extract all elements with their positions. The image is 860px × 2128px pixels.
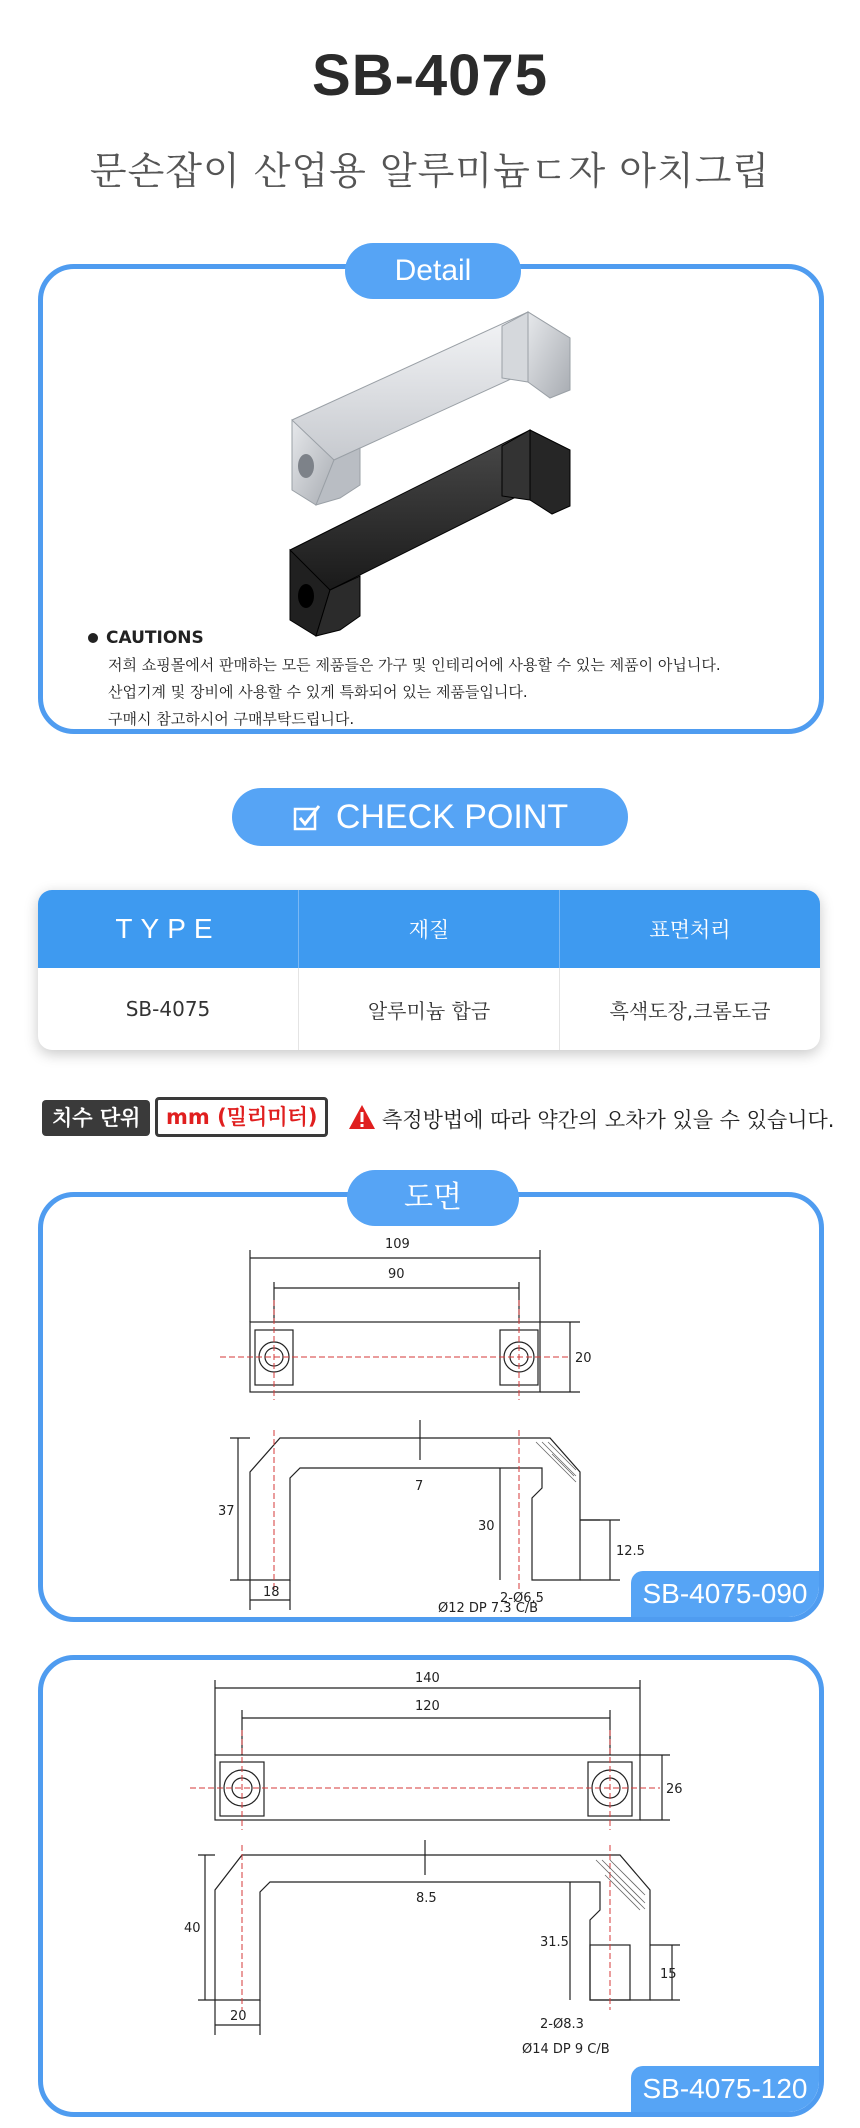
dim-leg: 18 (263, 1585, 280, 1600)
unit-note: 측정방법에 따라 약간의 오차가 있을 수 있습니다. (382, 1108, 835, 1132)
product-image (270, 300, 610, 640)
caution-line: 구매시 참고하시어 구매부탁드립니다. (108, 710, 355, 728)
dim-width: 26 (666, 1782, 683, 1797)
dim-inner: 8.5 (416, 1891, 437, 1906)
dim-boss: 15 (660, 1967, 677, 1982)
dim-overall: 109 (385, 1237, 410, 1252)
dim-depth: 30 (478, 1519, 495, 1534)
dim-hole: 2-Ø8.3 (540, 2017, 584, 2032)
product-model-title: SB-4075 (312, 43, 548, 108)
product-subtitle: 문손잡이 산업용 알루미늄ㄷ자 아치그립 (89, 149, 771, 193)
dim-leg: 20 (230, 2009, 247, 2024)
dim-pitch: 120 (415, 1699, 440, 1714)
table-cell-finish: 흑색도장,크롬도금 (609, 998, 771, 1023)
detail-label-pill (345, 243, 521, 299)
dim-overall: 140 (415, 1671, 440, 1686)
header-label: 표면처리 (649, 918, 731, 942)
cautions-title: CAUTIONS (106, 628, 204, 648)
checkbox-icon (292, 803, 322, 831)
warning-triangle-icon (348, 1104, 376, 1130)
unit-value: mm (밀리미터) (155, 1097, 328, 1137)
bullet-icon (88, 633, 98, 643)
dim-height: 40 (184, 1921, 201, 1936)
drawing-label: 도면 (404, 1181, 462, 1214)
dim-hole: 2-Ø6.5 (500, 1591, 544, 1606)
dim-boss: 12.5 (616, 1544, 645, 1559)
cautions-block (88, 628, 788, 729)
dim-depth: 31.5 (540, 1935, 569, 1950)
header-label: 재질 (408, 918, 450, 942)
check-point-label: CHECK POINT (335, 797, 569, 836)
detail-label: Detail (394, 254, 472, 287)
dim-counterbore: Ø12 DP 7.3 C/B (438, 1601, 539, 1616)
dim-inner: 7 (415, 1479, 424, 1494)
table-header-type (38, 890, 299, 968)
technical-drawing-2 (150, 1670, 690, 2090)
technical-drawing-1 (160, 1230, 680, 1610)
header-label: TYPE (115, 913, 221, 944)
caution-line: 저희 쇼핑몰에서 판매하는 모든 제품들은 가구 및 인테리어에 사용할 수 있는 제품이 아닙니다. (108, 656, 721, 674)
drawing-label-pill (347, 1170, 519, 1226)
table-header-finish (560, 890, 820, 968)
check-point-pill (232, 788, 628, 846)
variant-tag: SB-4075-120 (631, 2066, 819, 2112)
unit-label: 치수 단위 (42, 1100, 150, 1136)
caution-line: 산업기계 및 장비에 사용할 수 있게 특화되어 있는 제품들입니다. (108, 683, 528, 701)
variant-tag: SB-4075-090 (631, 1571, 819, 1617)
table-cell-material: 알루미늄 합금 (299, 968, 560, 1050)
table-header-material (299, 890, 560, 968)
spec-table (38, 890, 820, 1050)
dim-pitch: 90 (388, 1267, 405, 1282)
dim-height: 37 (218, 1504, 235, 1519)
dim-counterbore: Ø14 DP 9 C/B (522, 2042, 610, 2057)
table-cell-type: SB-4075 (38, 968, 299, 1050)
dim-width: 20 (575, 1351, 592, 1366)
